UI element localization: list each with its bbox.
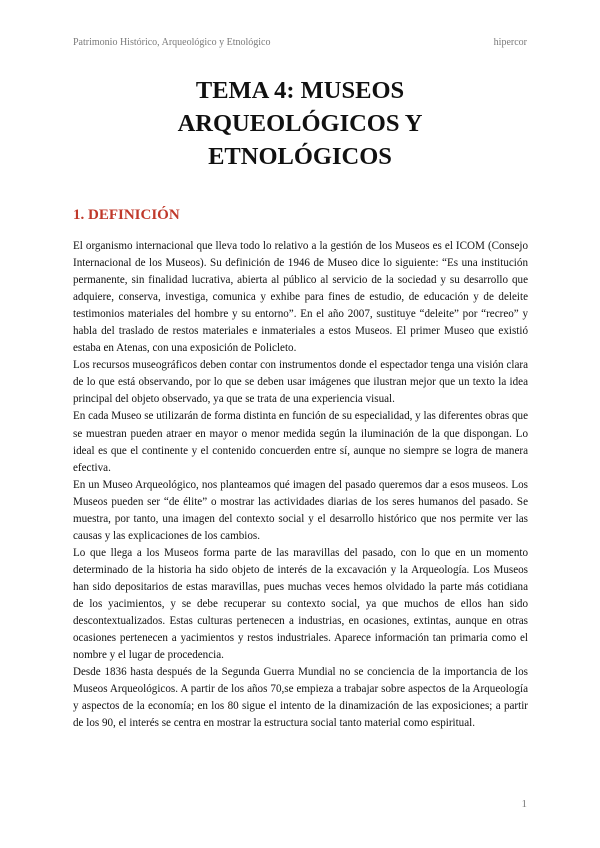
body-text xyxy=(73,238,528,732)
section-heading: 1. DEFINICIÓN xyxy=(73,207,180,223)
page-header xyxy=(73,37,527,51)
page-title xyxy=(73,74,527,173)
page-title-line-2: ARQUEOLÓGICOS Y xyxy=(177,110,423,137)
paragraph: Los recursos museográficos deben contar con instrumentos donde el espectador tenga una visión clara de lo que está observando, por lo que se deben usar imágenes que ilustran mejor que un texto la idea principal del objeto observado, ya que se trata de una experiencia visual. xyxy=(73,359,528,406)
header-author: hipercor xyxy=(493,37,527,48)
paragraph: En cada Museo se utilizarán de forma distinta en función de su especialidad, y las diferentes obras que se muestran pueden atraer en mayor o menor medida según la iluminación de la que dispongan. Lo ideal es que el continente y el contenido concuerden entre sí, aunque no siempre se logra de manera efectiva. xyxy=(73,410,528,474)
paragraph: El organismo internacional que lleva todo lo relativo a la gestión de los Museos es el ICOM (Consejo Internacional de los Museos). Su definición de 1946 de Museo dice lo siguiente: “Es una institución permanente, sin finalidad lucrativa, abierta al público al servicio de la sociedad y su desarrollo que adquiere, conserva, investiga, comunica y exhibe para fines de estudio, de educación y de deleite testimonios materiales del hombre y su entorno”. En el año 2007, sustituye “deleite” por “recreo” y habla del traslado de restos materiales e inmateriales a estos Museos. El primer Museo que existió estaba en Atenas, con una exposición de Policleto. xyxy=(73,240,528,355)
paragraph: En un Museo Arqueológico, nos planteamos qué imagen del pasado queremos dar a esos museos. Los Museos pueden ser “de élite” o mostrar las actividades diarias de los seres humanos del pasado. Se muestra, por tanto, una imagen del contexto social y el desarrollo histórico que nos permite ver las causas y las explicaciones de los cambios. xyxy=(73,478,528,542)
paragraph: Lo que llega a los Museos forma parte de las maravillas del pasado, con lo que en un momento determinado de la historia ha sido objeto de interés de la excavación y la Arqueología. Los Museos han sido depositarios de estas maravillas, pues muchas veces hemos olvidado la parte más cotidiana de los yacimientos, y se debe recuperar su contexto social, ya que muchos de ellos han sido descontextualizados. Estas culturas pertenecen a industrias, en ocasiones, extintas, aunque en otras ocasiones pertenecen a yacimientos y restos industriales. Aparece información tan primaria como el nombre y el lugar de procedencia. xyxy=(73,546,528,662)
page-number: 1 xyxy=(521,798,527,810)
page-title-line-1: TEMA 4: MUSEOS xyxy=(195,77,405,104)
page-title-line-3: ETNOLÓGICOS xyxy=(208,143,392,170)
header-document-title: Patrimonio Histórico, Arqueológico y Etnológico xyxy=(73,37,271,48)
paragraph: Desde 1836 hasta después de la Segunda Guerra Mundial no se conciencia de la importancia de los Museos Arqueológicos. A partir de los años 70,se empieza a trabajar sobre aspectos de la Arqueología y aspectos de la economía; en los 80 sigue el intento de la dinamización de las exposiciones; a partir de los 90, el interés se centra en mostrar la estructura social tanto material como espiritual. xyxy=(73,666,528,730)
